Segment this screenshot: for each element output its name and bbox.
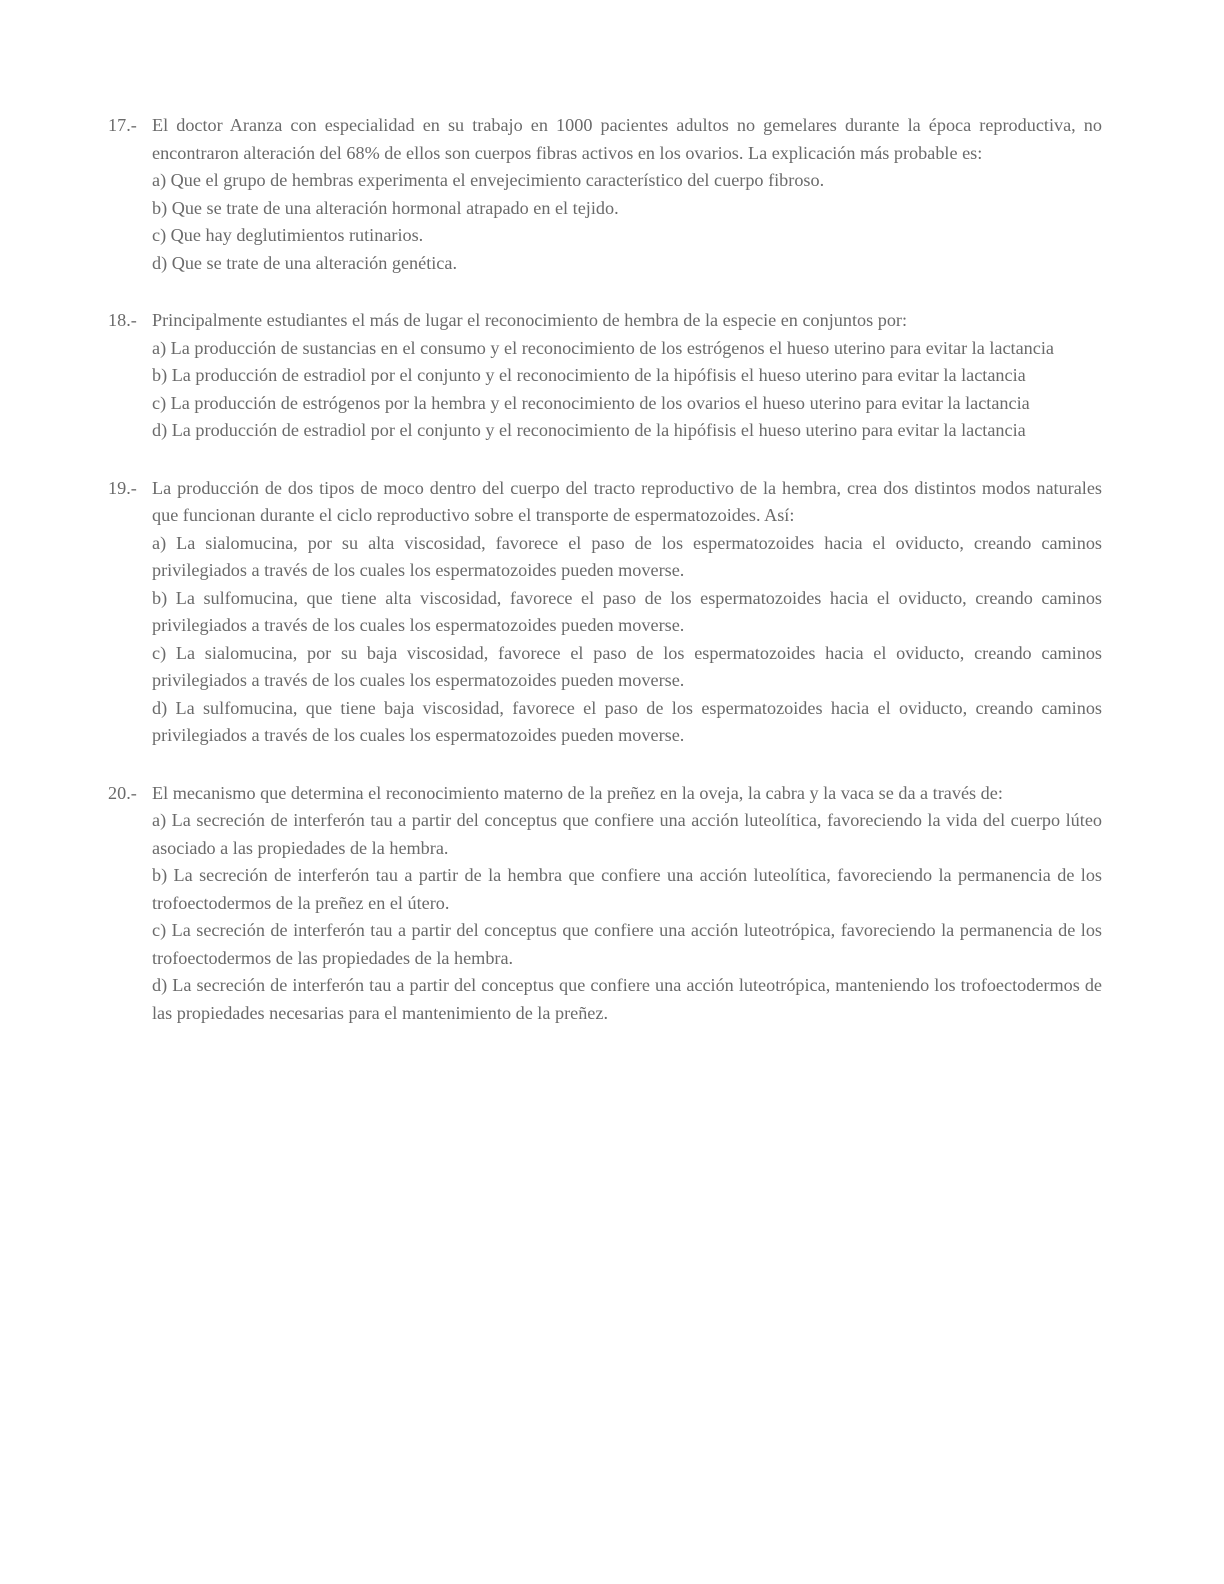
question-body — [152, 475, 1102, 750]
option-c: c) La producción de estrógenos por la hembra y el reconocimiento de los ovarios el hueso uterino para evitar la lactancia — [152, 392, 1030, 413]
question-20 — [108, 780, 1102, 1028]
question-stem: El mecanismo que determina el reconocimiento materno de la preñez en la oveja, la cabra y la vaca se da a través de: — [152, 782, 1003, 803]
question-18 — [108, 307, 1102, 445]
option-list — [152, 530, 1102, 750]
option-c: c) La secreción de interferón tau a partir del conceptus que confiere una acción luteotrópica, favoreciendo la permanencia de los trofoectodermos de las propiedades de la hembra. — [152, 920, 1102, 968]
option-d: d) La secreción de interferón tau a partir del conceptus que confiere una acción luteotrópica, manteniendo los trofoectodermos de las propiedades necesarias para el mantenimiento de la preñez. — [152, 975, 1102, 1023]
question-body — [152, 307, 1102, 445]
option-d: d) La producción de estradiol por el conjunto y el reconocimiento de la hipófisis el hueso uterino para evitar la lactancia — [152, 420, 1026, 440]
option-a: a) La producción de sustancias en el consumo y el reconocimiento de los estrógenos el hueso uterino para evitar la lactancia — [152, 337, 1054, 358]
option-d: d) Que se trate de una alteración genética. — [152, 252, 457, 273]
question-number: 20.- — [108, 782, 137, 803]
question-19 — [108, 475, 1102, 750]
option-b: b) La producción de estradiol por el conjunto y el reconocimiento de la hipófisis el hueso uterino para evitar la lactancia — [152, 365, 1026, 385]
option-list — [152, 807, 1102, 1027]
option-a: a) La secreción de interferón tau a partir del conceptus que confiere una acción luteolítica, favoreciendo la vida del cuerpo lúteo asociado a las propiedades de la hembra. — [152, 810, 1102, 858]
question-17 — [108, 112, 1102, 277]
question-stem: La producción de dos tipos de moco dentro del cuerpo del tracto reproductivo de la hembra, crea dos distintos modos naturales que funcionan durante el ciclo reproductivo sobre el transporte de espermatozoides. Así: — [152, 477, 1102, 525]
question-stem: Principalmente estudiantes el más de lugar el reconocimiento de hembra de la especie en conjuntos por: — [152, 310, 908, 330]
option-a: a) Que el grupo de hembras experimenta el envejecimiento característico del cuerpo fibroso. — [152, 170, 825, 190]
option-c: c) Que hay deglutimientos rutinarios. — [152, 225, 424, 245]
option-c: c) La sialomucina, por su baja viscosidad, favorece el paso de los espermatozoides hacia el oviducto, creando caminos privilegiados a través de los cuales los espermatozoides pueden moverse. — [152, 642, 1102, 690]
question-number: 17.- — [108, 115, 137, 135]
question-body — [152, 112, 1102, 277]
option-b: b) Que se trate de una alteración hormonal atrapado en el tejido. — [152, 197, 619, 218]
document-page — [108, 112, 1102, 1057]
option-d: d) La sulfomucina, que tiene baja viscosidad, favorece el paso de los espermatozoides hacia el oviducto, creando caminos privilegiados a través de los cuales los espermatozoides pueden moverse. — [152, 697, 1102, 745]
option-b: b) La sulfomucina, que tiene alta viscosidad, favorece el paso de los espermatozoides hacia el oviducto, creando caminos privilegiados a través de los cuales los espermatozoides pueden moverse. — [152, 587, 1102, 635]
question-number: 19.- — [108, 477, 137, 498]
question-stem: El doctor Aranza con especialidad en su trabajo en 1000 pacientes adultos no gemelares durante la época reproductiva, no encontraron alteración del 68% de ellos son cuerpos fibras activos en los ovarios. La explicación más probable es: — [152, 115, 1102, 163]
option-list — [152, 335, 1102, 445]
option-a: a) La sialomucina, por su alta viscosidad, favorece el paso de los espermatozoides hacia el oviducto, creando caminos privilegiados a través de los cuales los espermatozoides pueden moverse. — [152, 532, 1102, 580]
option-b: b) La secreción de interferón tau a partir de la hembra que confiere una acción luteolítica, favoreciendo la permanencia de los trofoectodermos de la preñez en el útero. — [152, 865, 1102, 913]
question-body — [152, 780, 1102, 1028]
question-number: 18.- — [108, 310, 137, 330]
option-list — [152, 167, 1102, 277]
